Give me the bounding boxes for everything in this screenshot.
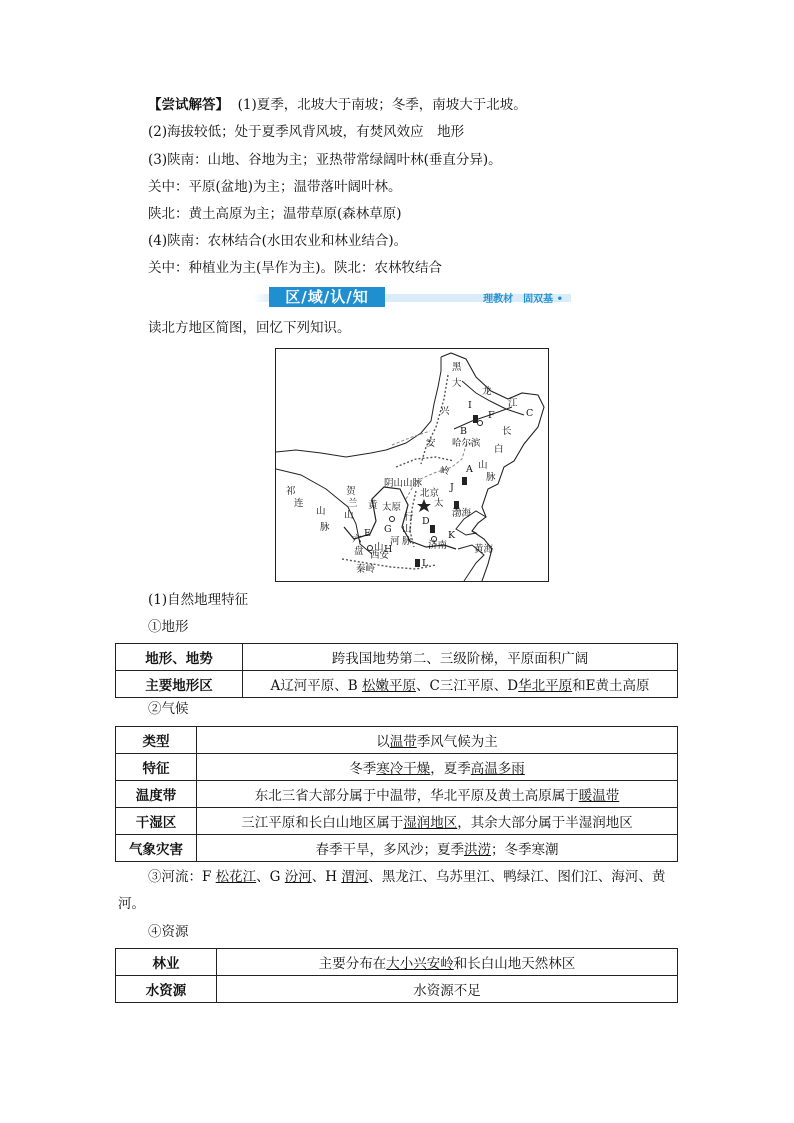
- terrain-table: [115, 643, 678, 698]
- answer-underline: 汾河: [284, 869, 312, 885]
- map-label: C: [526, 408, 534, 419]
- map-label: D: [422, 516, 430, 527]
- map-label: 大: [452, 378, 462, 389]
- north-china-map: [275, 348, 549, 582]
- map-label: 黄海: [474, 544, 494, 555]
- map-label: G: [384, 524, 392, 535]
- answer-line-1: [148, 95, 527, 115]
- text-segment: 以: [376, 734, 390, 750]
- table-row: [116, 808, 678, 835]
- answer-line-7: 关中：种植业为主(旱作为主)。陕北：农林牧结合: [148, 260, 443, 276]
- answer-line-4: 关中：平原(盆地)为主；温带落叶阔叶林。: [148, 179, 402, 195]
- text-segment: A辽河平原、B: [270, 678, 362, 694]
- text-segment: 三江平原和长白山地区属于: [241, 815, 404, 831]
- answer-head: 【尝试解答】: [148, 97, 229, 113]
- text-segment: ，夏季: [430, 761, 471, 777]
- table-key: 特征: [116, 754, 197, 781]
- answer-underline: 松嫩平原: [361, 678, 416, 694]
- table-key: 温度带: [116, 781, 197, 808]
- map-label: J: [450, 482, 454, 493]
- banner-title: 区/域/认/知: [269, 287, 385, 307]
- table-row: [116, 949, 678, 976]
- map-label: 兰: [348, 498, 358, 509]
- answer-underline: 温带: [389, 734, 417, 750]
- map-label: 盘: [354, 546, 364, 557]
- map-label: 山: [316, 506, 326, 517]
- table-value: 跨我国地势第二、三级阶梯，平原面积广阔: [243, 644, 678, 671]
- table-row: [116, 754, 678, 781]
- table-value: [217, 949, 678, 976]
- text-segment: 、黑龙江、乌苏里江、鸭绿江、图们江、海河、黄: [368, 869, 666, 885]
- table-row: [116, 727, 678, 754]
- answer-line-3: (3)陕南：山地、谷地为主；亚热带常绿阔叶林(垂直分异)。: [148, 152, 502, 168]
- table-key: 气象灾害: [116, 835, 197, 862]
- answer-underline: 洪涝: [464, 842, 491, 858]
- map-label: 贺: [346, 486, 356, 497]
- rivers-line-2: 河。: [118, 896, 145, 912]
- answer-underline: 渭河: [341, 869, 369, 885]
- map-label: 河: [390, 536, 400, 547]
- map-label: 连: [294, 498, 304, 509]
- table-value: [197, 754, 678, 781]
- text-segment: 、H: [311, 869, 342, 885]
- map-label: 渤海: [452, 508, 472, 519]
- answer-line-2: (2)海拔较低；处于夏季风背风坡，有焚风效应 地形: [148, 124, 465, 140]
- section-resources: ④资源: [148, 924, 189, 940]
- table-value: [197, 835, 678, 862]
- text-segment: 春季干旱，多风沙；夏季: [315, 842, 464, 858]
- answer-line-6: (4)陕南：农林结合(水田农业和林业结合)。: [148, 233, 408, 249]
- table-row: [116, 835, 678, 862]
- text-segment: ③河流：F: [148, 869, 216, 885]
- table-key: 水资源: [116, 976, 217, 1003]
- table-row: [116, 644, 678, 671]
- section-terrain: ①地形: [148, 619, 189, 635]
- table-key: 林业: [116, 949, 217, 976]
- table-key: 地形、地势: [116, 644, 243, 671]
- map-label: 黑: [452, 362, 462, 373]
- map-label: 行: [404, 512, 414, 523]
- answer-underline: 华北平原: [518, 678, 573, 694]
- map-label: 太原: [382, 502, 402, 513]
- map-label: 脉: [486, 472, 496, 483]
- map-label: 山: [374, 542, 384, 553]
- map-label: 山: [478, 460, 488, 471]
- map-label: 阴山山脉: [384, 478, 423, 489]
- table-value: 水资源不足: [217, 976, 678, 1003]
- rivers-line-1: [148, 867, 665, 887]
- map-drawing: [276, 349, 548, 581]
- text-segment: 和长白山地天然林区: [453, 956, 576, 972]
- text-segment: 主要分布在: [318, 956, 387, 972]
- text-segment: 东北三省大部分属于中温带，华北平原及黄土高原属于: [254, 788, 579, 804]
- text-segment: 、G: [256, 869, 285, 885]
- section-natural: (1)自然地理特征: [148, 592, 249, 608]
- answer-line-5: 陕北：黄土高原为主；温带草原(森林草原): [148, 206, 402, 222]
- text-segment: 冬季: [349, 761, 377, 777]
- map-label: K: [448, 530, 456, 541]
- map-label: F: [488, 410, 495, 421]
- map-label: A: [466, 464, 473, 475]
- climate-table: [115, 726, 678, 862]
- map-label: 太: [434, 498, 444, 509]
- text-segment: ；冬季寒潮: [491, 842, 559, 858]
- text-segment: ，其余大部分属于半湿润地区: [457, 815, 633, 831]
- text-segment: 、C三江平原、D: [415, 678, 519, 694]
- map-label: 秦岭: [356, 564, 376, 575]
- intro-text: 读北方地区简图，回忆下列知识。: [148, 320, 351, 336]
- map-label: 岭: [440, 466, 450, 477]
- banner-subtitle: 理教材 固双基 •: [483, 294, 563, 305]
- table-key: 类型: [116, 727, 197, 754]
- map-label: 白: [494, 444, 504, 455]
- map-label: 山: [402, 524, 412, 535]
- map-label: L: [422, 558, 429, 569]
- map-label: 北京: [420, 488, 440, 499]
- map-label: 龙: [482, 386, 492, 397]
- map-label: 祁: [286, 486, 296, 497]
- map-label: I: [468, 400, 472, 411]
- table-row: [116, 671, 678, 698]
- answer-underline: 暖温带: [578, 788, 620, 804]
- table-row: [116, 781, 678, 808]
- map-label: 长: [502, 426, 512, 437]
- map-label: 山: [344, 510, 354, 521]
- map-label: 脉: [320, 522, 330, 533]
- section-banner: [253, 287, 571, 307]
- answer-underline: 松花江: [215, 869, 257, 885]
- answer-text-1: (1)夏季，北坡大于南坡；冬季，南坡大于北坡。: [237, 97, 527, 113]
- map-label: 安: [426, 438, 436, 449]
- answer-underline: 高温多雨: [470, 761, 525, 777]
- map-label: H: [384, 544, 393, 555]
- map-label: E: [364, 528, 371, 539]
- table-value: [243, 671, 678, 698]
- table-value: [197, 781, 678, 808]
- table-key: 干湿区: [116, 808, 197, 835]
- answer-underline: 大小兴安岭: [386, 956, 454, 972]
- text-segment: 和E黄土高原: [572, 678, 650, 694]
- map-label: 西安: [370, 550, 390, 561]
- answer-underline: 湿润地区: [403, 815, 458, 831]
- map-label: 济南: [428, 540, 448, 551]
- map-label: 黄: [368, 500, 378, 511]
- map-label: 脉: [402, 536, 412, 547]
- map-label: 哈尔滨: [452, 438, 481, 449]
- answer-underline: 寒冷干燥: [376, 761, 431, 777]
- table-value: [197, 808, 678, 835]
- section-climate: ②气候: [148, 701, 189, 717]
- table-value: [197, 727, 678, 754]
- map-label: 江: [508, 398, 518, 409]
- map-label: B: [460, 426, 467, 437]
- text-segment: 季风气候为主: [416, 734, 498, 750]
- table-row: [116, 976, 678, 1003]
- map-label: 兴: [440, 406, 450, 417]
- table-key: 主要地形区: [116, 671, 243, 698]
- resources-table: [115, 948, 678, 1003]
- map-label: 六: [352, 534, 362, 545]
